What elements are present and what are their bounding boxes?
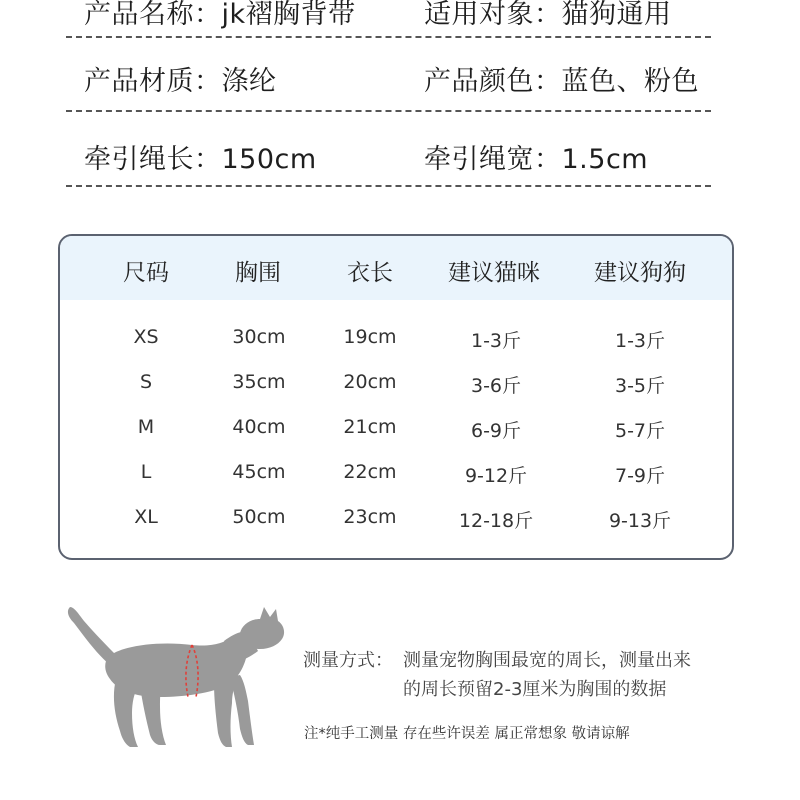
table-cell: 5-7斤 [614, 420, 666, 442]
table-cell: XL [134, 506, 158, 528]
spec-row-name [0, 0, 800, 32]
table-cell: 3-6斤 [470, 375, 522, 397]
divider-dashed [66, 36, 711, 38]
table-cell: 1-3斤 [470, 330, 522, 352]
header-size: 尺码 [123, 260, 169, 286]
spec-color: 产品颜色：蓝色、粉色 [424, 66, 699, 97]
measure-label: 测量方式： [303, 650, 393, 671]
table-cell: 1-3斤 [614, 330, 666, 352]
table-cell: 23cm [343, 506, 397, 528]
table-cell: 50cm [232, 506, 286, 528]
spec-row-leash [0, 137, 800, 177]
divider-dashed [66, 185, 711, 187]
table-cell: 9-12斤 [464, 465, 528, 487]
table-cell: 21cm [343, 416, 397, 438]
table-cell: 7-9斤 [614, 465, 666, 487]
header-dog: 建议狗狗 [594, 260, 686, 286]
table-cell: 19cm [343, 326, 397, 348]
table-cell: S [139, 371, 153, 393]
table-cell: XS [133, 326, 159, 348]
table-cell: 12-18斤 [458, 510, 534, 532]
size-table-header [60, 236, 732, 300]
table-cell: L [140, 461, 152, 483]
table-cell: 20cm [343, 371, 397, 393]
table-cell: 30cm [232, 326, 286, 348]
table-cell: 35cm [232, 371, 286, 393]
size-table [58, 234, 734, 560]
table-cell: 22cm [343, 461, 397, 483]
table-cell: 6-9斤 [470, 420, 522, 442]
table-cell: 40cm [232, 416, 286, 438]
table-cell: 9-13斤 [608, 510, 672, 532]
divider-dashed [66, 110, 711, 112]
spec-leash-length: 牵引绳长：150cm [84, 144, 317, 175]
disclaimer-note: 注*纯手工测量 存在些许误差 属正常想象 敬请谅解 [304, 726, 630, 742]
spec-product-name: 产品名称：jk褶胸背带 [84, 0, 356, 30]
spec-leash-width: 牵引绳宽：1.5cm [424, 144, 649, 175]
header-cat: 建议猫咪 [448, 260, 540, 286]
header-length: 衣长 [347, 260, 393, 286]
cat-silhouette-icon [64, 605, 286, 755]
table-cell: 3-5斤 [614, 375, 666, 397]
header-chest: 胸围 [235, 260, 281, 286]
measure-line1: 测量宠物胸围最宽的周长，测量出来 [403, 650, 691, 671]
table-cell: M [137, 416, 155, 438]
measure-line2: 的周长预留2-3厘米为胸围的数据 [403, 679, 667, 700]
spec-target: 适用对象：猫狗通用 [424, 0, 672, 30]
spec-material: 产品材质：涤纶 [84, 66, 277, 97]
table-cell: 45cm [232, 461, 286, 483]
spec-row-material [0, 59, 800, 99]
